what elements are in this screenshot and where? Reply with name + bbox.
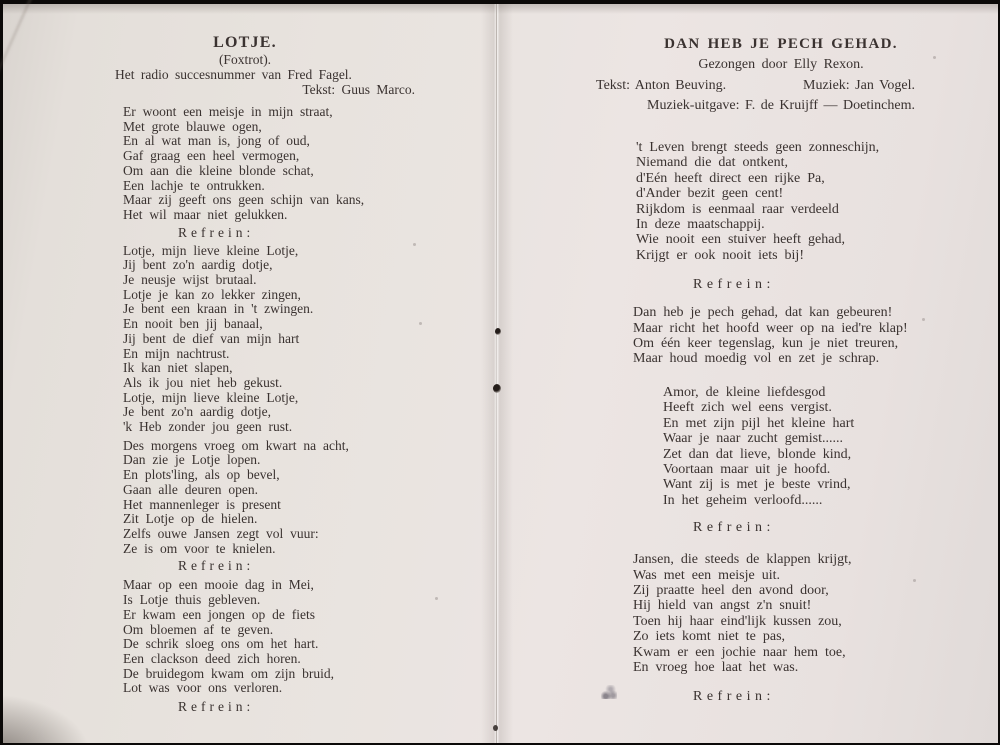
lyric-line: Ze is om voor te knielen.: [123, 540, 276, 556]
lyric-line: Krijgt er ook nooit iets bij!: [636, 247, 804, 263]
staple-hole: [495, 328, 501, 335]
lyric-line: 'k Heb zonder jou geen rust.: [123, 419, 293, 435]
lyric-line: Om aan die kleine blonde schat,: [123, 162, 314, 178]
lyric-line: En al wat man is, jong of oud,: [123, 133, 310, 149]
lyric-line: Zelfs ouwe Jansen zegt vol vuur:: [123, 525, 319, 541]
staple-hole: [493, 384, 501, 393]
lyric-line: Gaf graag een heel vermogen,: [123, 148, 300, 164]
lyric-line: Zo iets komt niet te pas,: [633, 629, 786, 645]
lyric-line: En vroeg hoe laat het was.: [633, 659, 799, 675]
tekst-credit-right: Tekst: Anton Beuving.: [596, 78, 727, 93]
lyric-line: Kwam er een jochie naar hem toe,: [633, 644, 846, 660]
lyric-line: Jansen, die steeds de klappen krijgt,: [633, 552, 852, 568]
lyric-line: Was met een meisje uit.: [633, 567, 780, 583]
credit-line-left: Het radio succesnummer van Fred Fagel.: [115, 67, 352, 82]
lyric-line: Lotje, mijn lieve kleine Lotje,: [123, 242, 299, 258]
lyric-line: Is Lotje thuis gebleven.: [123, 592, 261, 608]
lyric-line: Lotje, mijn lieve kleine Lotje,: [123, 389, 299, 405]
song-title-right: DAN HEB JE PECH GEHAD.: [664, 36, 898, 52]
lyric-line: Het mannenleger is present: [123, 496, 281, 512]
lyric-line: Wie nooit een stuiver heeft gehad,: [636, 232, 845, 248]
lyric-line: Waar je naar zucht gemist......: [663, 431, 844, 447]
lyric-line: Niemand die dat ontkent,: [636, 155, 789, 171]
refrain-left: [123, 244, 449, 435]
tekst-credit-left: Tekst: Guus Marco.: [302, 82, 415, 97]
verse-3-left: [123, 578, 449, 696]
lyric-line: Maar zij geeft ons geen schijn van kans,: [123, 192, 365, 208]
verse-3-right: [633, 552, 971, 675]
lyric-line: Dan heb je pech gehad, dat kan gebeuren!: [633, 305, 893, 321]
lyric-line: Een lachje te ontrukken.: [123, 177, 265, 193]
credits-row: [591, 77, 971, 94]
lyric-line: Zij praatte heel den avond door,: [633, 582, 829, 598]
refrein-heading: Refrein:: [693, 520, 775, 536]
verse-2-right: [663, 385, 971, 508]
lyric-line: Met grote blauwe ogen,: [123, 118, 262, 134]
lyric-line: En nooit ben jij banaal,: [123, 316, 263, 332]
song-title-left: LOTJE.: [213, 34, 277, 51]
lyric-line: En met zijn pijl het kleine hart: [663, 415, 855, 431]
lyric-line: Want zij is met je beste vrind,: [663, 477, 851, 493]
lyric-line: Voortaan maar uit je hoofd.: [663, 461, 831, 477]
lyric-line: Heeft zich wel eens vergist.: [663, 400, 832, 416]
verse-1-right: [636, 140, 971, 263]
lyric-line: Een clackson deed zich horen.: [123, 650, 301, 666]
lyric-line: De bruidegom kwam om zijn bruid,: [123, 665, 334, 681]
refrein-heading: Refrein:: [178, 699, 255, 715]
muziek-credit-right: Muziek: Jan Vogel.: [803, 78, 915, 93]
lyric-line: Gaan alle deuren open.: [123, 481, 258, 497]
lyric-line: En plots'ling, als op bevel,: [123, 467, 280, 483]
lyric-line: Rijkdom is eenmaal raar verdeeld: [636, 201, 839, 217]
lyric-line: Om bloemen af te geven.: [123, 621, 274, 637]
page-left: [115, 34, 449, 715]
lyric-line: Maar houd moedig vol en zet je schrap.: [633, 351, 880, 367]
lyric-line: Lotje je kan zo lekker zingen,: [123, 286, 301, 302]
lyric-line: Je bent zo'n aardig dotje,: [123, 404, 272, 420]
lyric-line: Je bent een kraan in 't zwingen.: [123, 301, 314, 317]
fold-bottom-mark: [493, 725, 498, 731]
refrain-right: [633, 305, 971, 367]
lyric-line: Zet dan dat lieve, blonde kind,: [663, 446, 852, 462]
lyric-line: Er woont een meisje in mijn straat,: [123, 104, 333, 119]
lyric-line: Om één keer tegenslag, kun je niet treuren,: [633, 336, 899, 352]
publisher-line: Muziek-uitgave: F. de Kruijff — Doetinchem.: [647, 98, 915, 113]
lyric-line: Jij bent de dief van mijn hart: [123, 330, 300, 346]
lyric-line: Amor, de kleine liefdesgod: [663, 384, 826, 400]
lyric-line: 't Leven brengt steeds geen zonneschijn,: [636, 140, 880, 155]
song-subtitle-right: Gezongen door Elly Rexon.: [698, 57, 864, 72]
lyric-line: d'Ander bezit geen cent!: [636, 186, 784, 202]
lyric-line: Het wil maar niet gelukken.: [123, 206, 288, 222]
paper-crease: [0, 0, 34, 214]
lyric-line: Des morgens vroeg om kwart na acht,: [123, 437, 349, 453]
lyric-line: De schrik sloeg ons om het hart.: [123, 636, 319, 652]
lyric-line: In het geheim verloofd......: [663, 492, 823, 508]
lyric-line: Dan zie je Lotje lopen.: [123, 452, 261, 468]
lyric-line: Als ik jou niet heb gekust.: [123, 374, 283, 390]
refrein-heading: Refrein:: [693, 689, 775, 705]
lyric-line: Hij hield van angst z'n snuit!: [633, 598, 812, 614]
lyric-line: Zit Lotje op de hielen.: [123, 511, 258, 527]
verse-2-left: [123, 439, 449, 557]
refrein-heading: Refrein:: [178, 224, 255, 240]
refrein-heading: Refrein:: [693, 277, 775, 293]
lyric-line: Lot was voor ons verloren.: [123, 680, 283, 696]
center-fold-shading: [481, 4, 513, 743]
verse-1-left: [123, 105, 449, 223]
lyric-line: Toen hij haar eind'lijk kussen zou,: [633, 613, 842, 629]
lyric-line: Er kwam een jongen op de fiets: [123, 606, 315, 622]
lyric-line: Jij bent zo'n aardig dotje,: [123, 257, 273, 273]
scanned-paper-sheet: [3, 4, 998, 743]
lyric-line: En mijn nachtrust.: [123, 345, 230, 361]
lyric-line: Maar op een mooie dag in Mei,: [123, 577, 314, 593]
lyric-line: Maar richt het hoofd weer op na ied're klap!: [633, 320, 908, 336]
lyric-line: In deze maatschappij.: [636, 217, 765, 233]
song-subtitle-left: (Foxtrot).: [218, 52, 272, 67]
refrein-heading: Refrein:: [178, 558, 255, 574]
lyric-line: d'Eén heeft direct een rijke Pa,: [636, 170, 825, 186]
center-fold-line: [496, 4, 497, 743]
page-right: [591, 36, 971, 705]
lyric-line: Je neusje wijst brutaal.: [123, 272, 257, 288]
lyric-line: Ik kan niet slapen,: [123, 360, 233, 376]
